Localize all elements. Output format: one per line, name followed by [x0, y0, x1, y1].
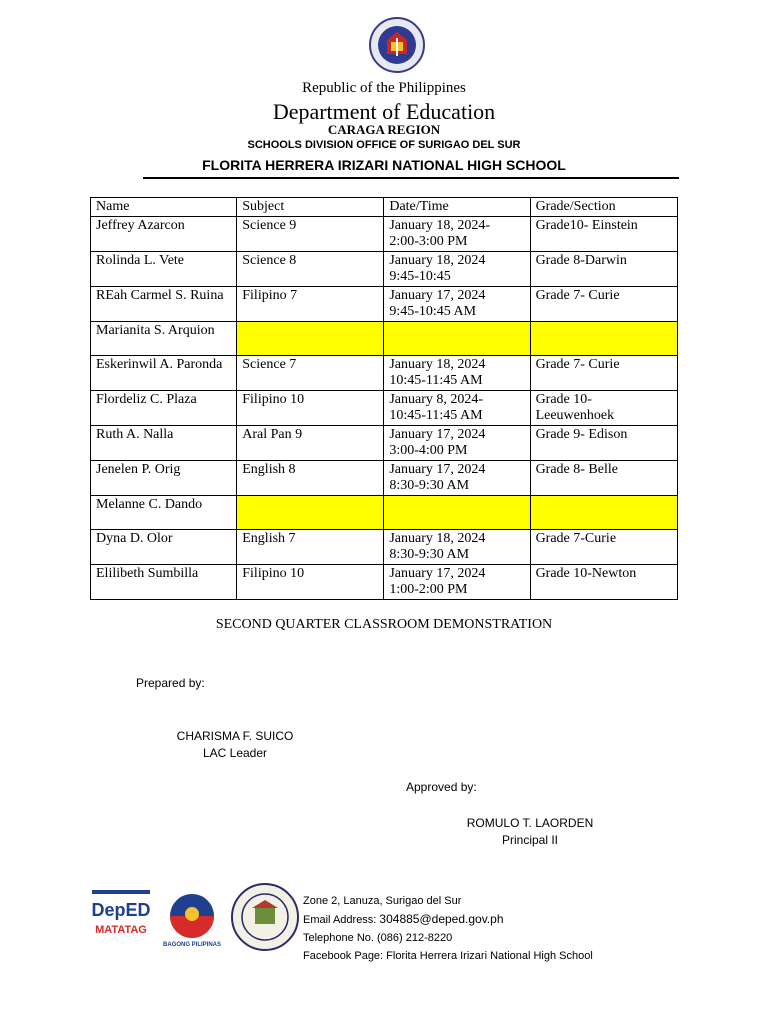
- cell-subject-text: Aral Pan 9: [242, 427, 303, 442]
- cell-date-time-text: January 8, 2024-: [389, 392, 484, 407]
- cell-date-time-text: 9:45-10:45: [389, 269, 451, 284]
- republic-heading: Republic of the Philippines: [302, 80, 466, 96]
- cell-date-time: [384, 565, 530, 600]
- header-subject: Subject: [237, 198, 384, 217]
- cell-subject-text: Filipino 10: [242, 392, 305, 407]
- table-row: [91, 252, 678, 287]
- deped-seal-icon: [369, 16, 425, 74]
- cell-date-time-text: 9:45-10:45 AM: [389, 304, 477, 319]
- cell-grade-section-text: Grade 10-Newton: [535, 566, 637, 581]
- cell-name-text: Elilibeth Sumbilla: [96, 566, 199, 581]
- cell-name: [91, 252, 237, 287]
- cell-name-text: Marianita S. Arquion: [96, 323, 215, 338]
- table-row: [91, 391, 678, 426]
- cell-date-time-text: January 17, 2024: [389, 566, 486, 581]
- cell-date-time-text: 1:00-2:00 PM: [389, 582, 468, 597]
- cell-date-time-text: 3:00-4:00 PM: [389, 443, 468, 458]
- school-heading: FLORITA HERRERA IRIZARI NATIONAL HIGH SCHOOL: [202, 157, 566, 173]
- cell-subject-text: English 7: [242, 531, 296, 546]
- cell-grade-section: [530, 252, 677, 287]
- cell-subject: [237, 426, 384, 461]
- cell-name: [91, 426, 237, 461]
- cell-name-text: REah Carmel S. Ruina: [96, 288, 224, 303]
- cell-name-text: Melanne C. Dando: [96, 497, 203, 512]
- cell-grade-section: [530, 217, 677, 252]
- cell-grade-section: [530, 356, 677, 391]
- table-row: [91, 217, 678, 252]
- schedule-table: [90, 197, 678, 600]
- cell-subject: [237, 217, 384, 252]
- cell-subject-text: Science 7: [242, 357, 297, 372]
- division-heading: SCHOOLS DIVISION OFFICE OF SURIGAO DEL SUR: [247, 139, 521, 151]
- table-row: [91, 496, 678, 530]
- bagong-pilipinas-text: BAGONG PILIPINAS: [162, 942, 221, 948]
- cell-name-text: Ruth A. Nalla: [96, 427, 174, 442]
- cell-name: [91, 461, 237, 496]
- prepared-by-label: Prepared by:: [136, 676, 205, 690]
- preparer-signature-block: [160, 728, 310, 762]
- cell-date-time-text: 10:45-11:45 AM: [389, 408, 483, 423]
- preparer-name: CHARISMA F. SUICO: [176, 729, 294, 743]
- table-row: [91, 426, 678, 461]
- cell-grade-section: [530, 426, 677, 461]
- cell-date-time: [384, 461, 530, 496]
- contact-block: [303, 892, 593, 965]
- email-label: Email Address:: [303, 914, 380, 926]
- cell-grade-section: [530, 391, 677, 426]
- cell-subject-text: Science 9: [242, 218, 297, 233]
- header-name: Name: [91, 198, 237, 217]
- bagong-pilipinas-logo: [160, 888, 224, 954]
- cell-subject: [237, 356, 384, 391]
- cell-date-time-text: January 18, 2024: [389, 357, 486, 372]
- approver-title: Principal II: [501, 833, 559, 847]
- cell-grade-section: [530, 287, 677, 322]
- cell-grade-section-text: Grade10- Einstein: [535, 218, 638, 233]
- cell-grade-section: [530, 565, 677, 600]
- cell-grade-section-text: Grade 8-Darwin: [535, 253, 627, 268]
- table-row: [91, 565, 678, 600]
- telephone-number: Telephone No. (086) 212-8220: [303, 932, 453, 944]
- cell-date-time: [384, 530, 530, 565]
- cell-date-time-text: January 17, 2024: [389, 288, 486, 303]
- cell-subject-text: English 8: [242, 462, 296, 477]
- cell-name: [91, 565, 237, 600]
- cell-date-time: [384, 391, 530, 426]
- school-seal-icon: [230, 882, 300, 952]
- email-line: [303, 910, 593, 929]
- cell-name: [91, 496, 237, 530]
- cell-grade-section-text: Grade 7-Curie: [535, 531, 617, 546]
- cell-date-time-text: January 18, 2024-: [389, 218, 491, 233]
- cell-date-time: [384, 356, 530, 391]
- table-header-row: [91, 198, 678, 217]
- cell-date-time-text: January 17, 2024: [389, 427, 486, 442]
- deped-logo-text: DepED: [91, 900, 151, 920]
- cell-name-text: Dyna D. Olor: [96, 531, 173, 546]
- email-address[interactable]: 304885@deped.gov.ph: [379, 912, 504, 926]
- cell-date-time: [384, 252, 530, 287]
- cell-name: [91, 356, 237, 391]
- cell-name: [91, 530, 237, 565]
- cell-subject: [237, 461, 384, 496]
- table-row: [91, 356, 678, 391]
- cell-subject: [237, 530, 384, 565]
- cell-date-time-text: 2:00-3:00 PM: [389, 234, 468, 249]
- cell-subject: [237, 252, 384, 287]
- cell-name: [91, 217, 237, 252]
- cell-date-time: [384, 496, 530, 530]
- cell-name: [91, 322, 237, 356]
- cell-subject-text: Filipino 7: [242, 288, 298, 303]
- cell-subject: [237, 322, 384, 356]
- cell-date-time: [384, 217, 530, 252]
- cell-grade-section-text: Grade 7- Curie: [535, 288, 620, 303]
- cell-grade-section-text: Grade 8- Belle: [535, 462, 618, 477]
- cell-name: [91, 287, 237, 322]
- cell-date-time-text: January 18, 2024: [389, 253, 486, 268]
- cell-date-time: [384, 287, 530, 322]
- cell-subject-text: Filipino 10: [242, 566, 305, 581]
- table-row: [91, 287, 678, 322]
- matatag-logo-text: MATATAG: [95, 924, 147, 936]
- table-row: [91, 530, 678, 565]
- cell-date-time-text: 8:30-9:30 AM: [389, 547, 470, 562]
- facebook-page: Facebook Page: Florita Herrera Irizari National High School: [303, 950, 593, 962]
- cell-subject-text: Science 8: [242, 253, 297, 268]
- cell-date-time-text: January 17, 2024: [389, 462, 486, 477]
- preparer-title: LAC Leader: [202, 746, 268, 760]
- approver-name: ROMULO T. LAORDEN: [466, 816, 594, 830]
- cell-name: [91, 391, 237, 426]
- school-address: Zone 2, Lanuza, Surigao del Sur: [303, 895, 462, 907]
- cell-name-text: Jenelen P. Orig: [96, 462, 181, 477]
- cell-subject: [237, 565, 384, 600]
- cell-grade-section-text: Grade 7- Curie: [535, 357, 620, 372]
- department-heading: Department of Education: [272, 99, 496, 124]
- approver-signature-block: [450, 815, 610, 849]
- header-divider: [143, 177, 679, 179]
- cell-name-text: Jeffrey Azarcon: [96, 218, 185, 233]
- cell-name-text: Eskerinwil A. Paronda: [96, 357, 223, 372]
- table-row: [91, 461, 678, 496]
- cell-date-time: [384, 426, 530, 461]
- cell-name-text: Rolinda L. Vete: [96, 253, 185, 268]
- table-caption: SECOND QUARTER CLASSROOM DEMONSTRATION: [215, 617, 553, 632]
- cell-date-time-text: 10:45-11:45 AM: [389, 373, 483, 388]
- cell-date-time-text: 8:30-9:30 AM: [389, 478, 470, 493]
- cell-grade-section: [530, 322, 677, 356]
- cell-subject: [237, 496, 384, 530]
- region-heading: CARAGA REGION: [327, 122, 441, 137]
- cell-subject: [237, 391, 384, 426]
- cell-grade-section: [530, 530, 677, 565]
- cell-date-time-text: January 18, 2024: [389, 531, 486, 546]
- cell-subject: [237, 287, 384, 322]
- cell-grade-section-text: Grade 9- Edison: [535, 427, 628, 442]
- header-date-time: Date/Time: [384, 198, 530, 217]
- cell-date-time: [384, 322, 530, 356]
- deped-matatag-logo: [90, 888, 152, 952]
- table-row: [91, 322, 678, 356]
- approved-by-label: Approved by:: [406, 780, 477, 794]
- cell-name-text: Flordeliz C. Plaza: [96, 392, 197, 407]
- header-grade-section: Grade/Section: [530, 198, 677, 217]
- cell-grade-section: [530, 461, 677, 496]
- cell-grade-section-text: Grade 10- Leeuwenhoek: [535, 392, 615, 423]
- cell-grade-section: [530, 496, 677, 530]
